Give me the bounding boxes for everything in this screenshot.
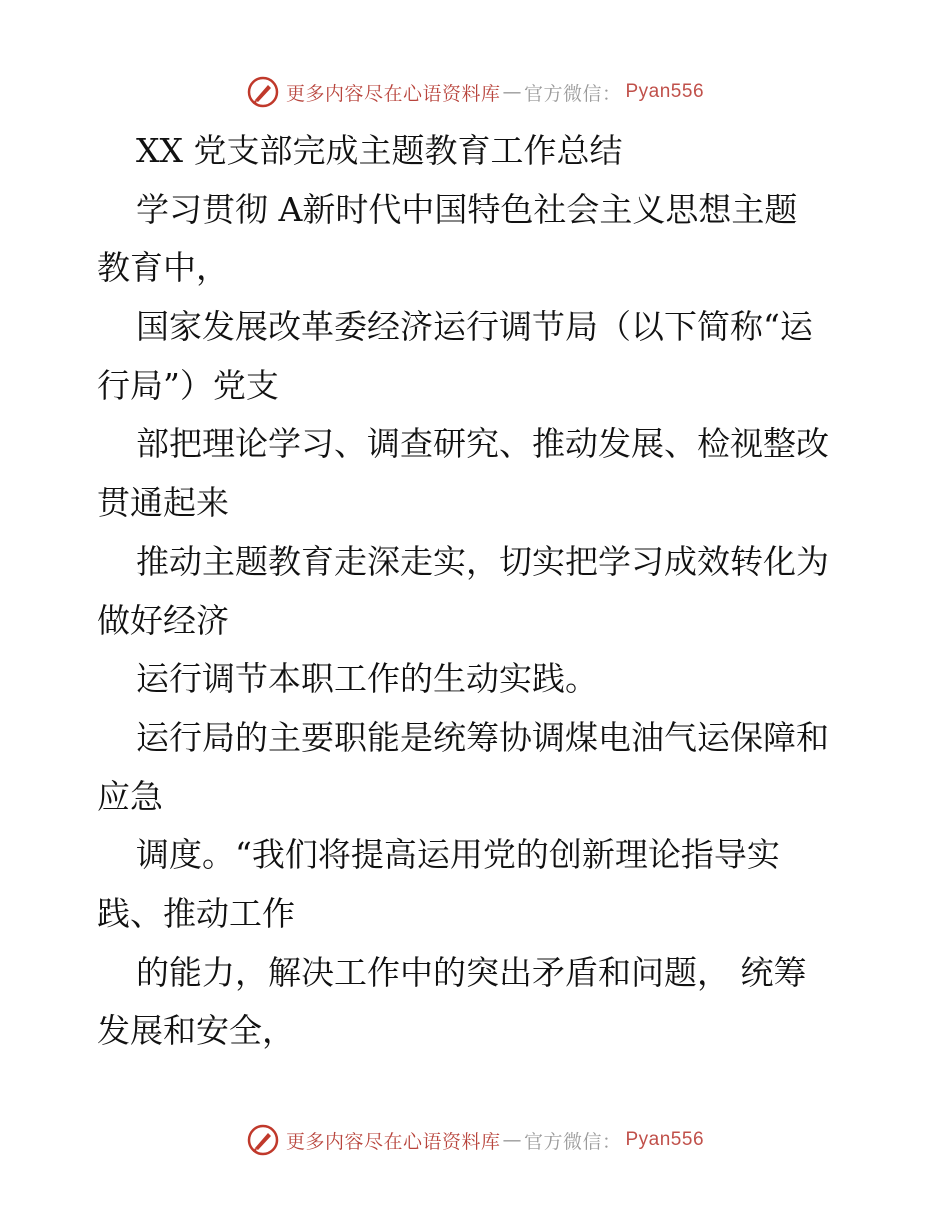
paragraph-line: 贯通起来 (97, 483, 229, 523)
watermark-account: Pyan556 (625, 1129, 705, 1150)
watermark-separator: — (502, 1129, 522, 1151)
document-title: XX 党支部完成主题教育工作总结 (136, 131, 623, 170)
paragraph-line: 行局”）党支 (97, 365, 279, 405)
paragraph-line: 国家发展改革委经济运行调节局（以下简称“运 (136, 307, 813, 347)
watermark-label: 官方微信： (523, 1130, 622, 1153)
paragraph-line: 的能力，解决工作中的突出矛盾和问题， 统筹 (136, 952, 807, 992)
watermark-label: 官方微信： (523, 82, 622, 105)
paragraph-line: 践、推动工作 (97, 893, 295, 933)
header-watermark (0, 72, 950, 112)
paragraph-line: 运行局的主要职能是统筹协调煤电油气运保障和 (136, 717, 829, 757)
paragraph-line: 部把理论学习、调查研究、推动发展、检视整改 (136, 424, 829, 464)
watermark-brand: 更多内容尽在心语资料库 (285, 82, 501, 105)
pen-logo-icon (246, 1123, 280, 1157)
paragraph-line: 学习贯彻 A新时代中国特色社会主义思想主题 (136, 189, 798, 229)
paragraph-line: 发展和安全， (97, 1011, 295, 1051)
footer-watermark (0, 1120, 950, 1160)
paragraph-line: 运行调节本职工作的生动实践。 (136, 659, 598, 699)
paragraph-line: 应急 (97, 776, 163, 816)
watermark-brand: 更多内容尽在心语资料库 (285, 1130, 501, 1153)
paragraph-line: 推动主题教育走深走实，切实把学习成效转化为 (136, 541, 829, 581)
watermark-separator: — (502, 81, 522, 103)
watermark-account: Pyan556 (625, 81, 705, 102)
pen-logo-icon (246, 75, 280, 109)
paragraph-line: 做好经济 (97, 600, 229, 640)
paragraph-line: 调度。“我们将提高运用党的创新理论指导实 (136, 835, 780, 875)
document-body (97, 122, 897, 1061)
paragraph-line: 教育中， (97, 248, 229, 288)
